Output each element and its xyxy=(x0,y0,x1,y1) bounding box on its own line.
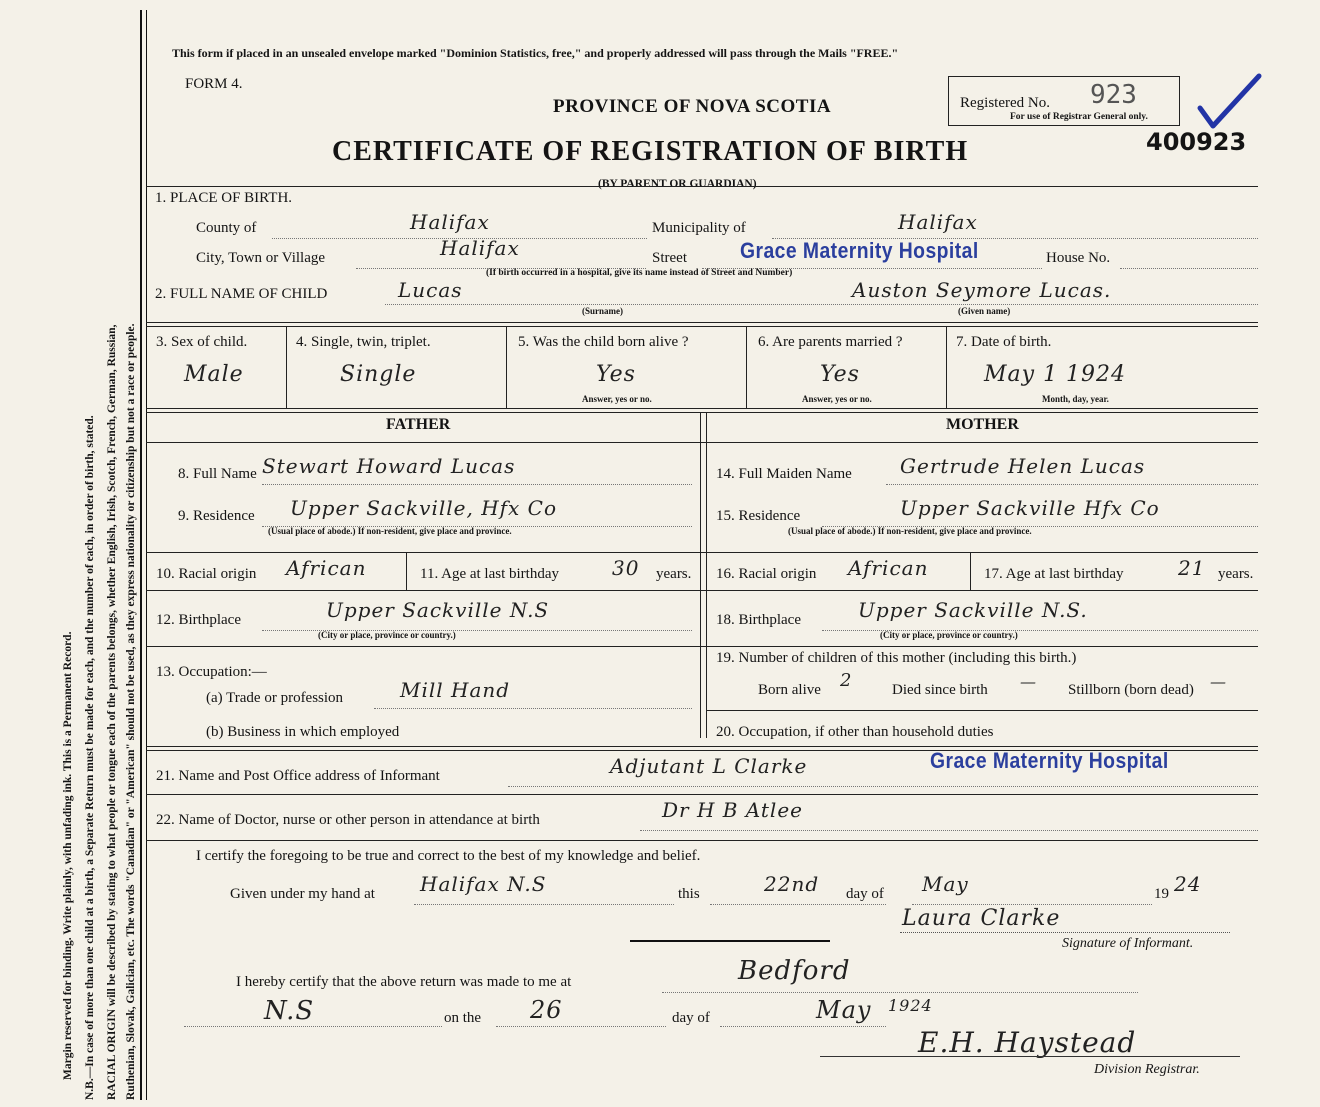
given-hint: (Given name) xyxy=(958,306,1011,316)
died-label: Died since birth xyxy=(892,682,988,698)
certificate-title: CERTIFICATE OF REGISTRATION OF BIRTH xyxy=(332,136,969,167)
province-title: PROVINCE OF NOVA SCOTIA xyxy=(553,96,832,117)
street-stamp: Grace Maternity Hospital xyxy=(740,238,979,263)
father-name-label: 8. Full Name xyxy=(178,466,257,482)
alive-value: Yes xyxy=(596,362,636,387)
child-surname: Lucas xyxy=(398,278,463,302)
registrar-year: 1924 xyxy=(888,996,933,1015)
margin-note: Margin reserved for binding. Write plainly, with unfading ink. This is a Permanent Record. xyxy=(62,631,74,1080)
registrar-signature: E.H. Haystead xyxy=(918,1026,1137,1059)
father-birthplace-label: 12. Birthplace xyxy=(156,612,241,628)
mail-notice: This form if placed in an unsealed envelope marked "Dominion Statistics, free," and properly addressed will pass through the Mails "FREE." xyxy=(172,46,899,60)
registrar-label: Division Registrar. xyxy=(1094,1062,1200,1077)
mother-years: years. xyxy=(1218,566,1254,582)
form-label: FORM 4. xyxy=(185,76,243,92)
hospital-note: (If birth occurred in a hospital, give its name instead of Street and Number) xyxy=(486,268,793,278)
mother-residence-hint: (Usual place of abode.) If non-resident, give place and province. xyxy=(788,526,1032,536)
certify-statement: I certify the foregoing to be true and correct to the best of my knowledge and belief. xyxy=(196,848,701,864)
given-day: 22nd xyxy=(764,872,820,896)
informant-signature: Laura Clarke xyxy=(902,906,1061,931)
county-value: Halifax xyxy=(410,210,490,234)
registered-number: 923 xyxy=(1090,80,1137,110)
registrar-place: Bedford xyxy=(738,956,851,986)
sex-value: Male xyxy=(184,362,244,387)
doctor-name: Dr H B Atlee xyxy=(662,798,804,822)
on-the-label: on the xyxy=(444,1010,482,1026)
born-alive-label: Born alive xyxy=(758,682,821,698)
city-label: City, Town or Village xyxy=(196,250,326,266)
county-label: County of xyxy=(196,220,257,236)
informant-address-stamp: Grace Maternity Hospital xyxy=(930,748,1169,773)
alive-hint: Answer, yes or no. xyxy=(582,394,652,404)
mother-residence: Upper Sackville Hfx Co xyxy=(900,496,1160,520)
surname-hint: (Surname) xyxy=(582,306,623,316)
married-hint: Answer, yes or no. xyxy=(802,394,872,404)
registrar-place-2: N.S xyxy=(264,996,315,1026)
given-label: Given under my hand at xyxy=(230,886,375,902)
year-suffix: 24 xyxy=(1174,872,1202,896)
registrar-month: May xyxy=(816,996,872,1024)
occupation-label: 13. Occupation:— xyxy=(156,664,267,680)
mother-age: 21 xyxy=(1178,556,1206,580)
father-race-label: 10. Racial origin xyxy=(156,566,257,582)
registrar-statement: I hereby certify that the above return was made to me at xyxy=(236,974,572,990)
plurality-label: 4. Single, twin, triplet. xyxy=(296,334,431,350)
dob-label: 7. Date of birth. xyxy=(956,334,1052,350)
married-value: Yes xyxy=(820,362,860,387)
mother-race: African xyxy=(848,556,929,580)
day-of-label: day of xyxy=(846,886,884,902)
father-residence-hint: (Usual place of abode.) If non-resident, give place and province. xyxy=(268,526,512,536)
stillborn-value: — xyxy=(1210,672,1227,691)
business-label: (b) Business in which employed xyxy=(206,724,400,740)
mother-birthplace-label: 18. Birthplace xyxy=(716,612,801,628)
child-given-names: Auston Seymore Lucas. xyxy=(852,278,1112,302)
racial-note-1: RACIAL ORIGIN will be described by stating to what people or tongue each of the parents belongs, whether English, Irish, Scotch, French, German, Russian, xyxy=(106,324,118,1100)
married-label: 6. Are parents married ? xyxy=(758,334,903,350)
informant-label: 21. Name and Post Office address of Informant xyxy=(156,768,440,784)
mother-residence-label: 15. Residence xyxy=(716,508,801,524)
mother-name-label: 14. Full Maiden Name xyxy=(716,466,852,482)
registrar-day-of: day of xyxy=(672,1010,710,1026)
file-number: 400923 xyxy=(1146,128,1247,156)
trade-label: (a) Trade or profession xyxy=(206,690,344,706)
father-name: Stewart Howard Lucas xyxy=(262,454,516,478)
dob-value: May 1 1924 xyxy=(984,362,1127,387)
father-age: 30 xyxy=(612,556,640,580)
year-prefix: 19 xyxy=(1154,886,1169,902)
plurality-value: Single xyxy=(340,362,417,387)
born-alive-value: 2 xyxy=(840,670,853,691)
dob-hint: Month, day, year. xyxy=(1042,394,1109,404)
children-label: 19. Number of children of this mother (including this birth.) xyxy=(716,650,1077,666)
registrar-day: 26 xyxy=(530,996,563,1024)
father-race: African xyxy=(286,556,367,580)
father-years: years. xyxy=(656,566,692,582)
informant-name: Adjutant L Clarke xyxy=(610,754,808,778)
racial-note-2: Ruthenian, Slovak, Galician, etc. The words "Canadian" or "American" should not be used, as they express nationality or citizenship but not a race or people. xyxy=(125,323,137,1100)
city-value: Halifax xyxy=(440,236,520,260)
father-residence-label: 9. Residence xyxy=(178,508,255,524)
father-age-label: 11. Age at last birthday xyxy=(420,566,559,582)
mother-age-label: 17. Age at last birthday xyxy=(984,566,1124,582)
signature-label: Signature of Informant. xyxy=(1062,936,1194,951)
mother-race-label: 16. Racial origin xyxy=(716,566,817,582)
child-name-label: 2. FULL NAME OF CHILD xyxy=(155,286,328,302)
stillborn-label: Stillborn (born dead) xyxy=(1068,682,1194,698)
registered-label: Registered No. xyxy=(960,95,1050,111)
mother-occupation-label: 20. Occupation, if other than household duties xyxy=(716,724,994,740)
mother-name: Gertrude Helen Lucas xyxy=(900,454,1146,478)
alive-label: 5. Was the child born alive ? xyxy=(518,334,689,350)
mother-birthplace-hint: (City or place, province or country.) xyxy=(880,630,1018,640)
registrar-note: For use of Registrar General only. xyxy=(1010,112,1148,122)
given-place: Halifax N.S xyxy=(420,872,547,896)
mother-birthplace: Upper Sackville N.S. xyxy=(858,598,1088,622)
died-value: — xyxy=(1020,672,1037,691)
father-birthplace-hint: (City or place, province or country.) xyxy=(318,630,456,640)
father-heading: FATHER xyxy=(386,416,451,433)
nb-note: N.B.—In case of more than one child at a birth, a Separate Return must be made for each, and the number of each, in order of birth, stated. xyxy=(84,415,96,1100)
check-mark-icon xyxy=(1195,70,1265,132)
doctor-label: 22. Name of Doctor, nurse or other person in attendance at birth xyxy=(156,812,540,828)
street-label: Street xyxy=(652,250,687,266)
municipality-label: Municipality of xyxy=(652,220,746,236)
mother-heading: MOTHER xyxy=(946,416,1019,433)
father-residence: Upper Sackville, Hfx Co xyxy=(290,496,558,520)
place-heading: 1. PLACE OF BIRTH. xyxy=(155,190,293,206)
municipality-value: Halifax xyxy=(898,210,978,234)
sex-label: 3. Sex of child. xyxy=(156,334,248,350)
trade-value: Mill Hand xyxy=(400,678,511,702)
father-birthplace: Upper Sackville N.S xyxy=(326,598,550,622)
given-month: May xyxy=(922,872,969,896)
this-label: this xyxy=(678,886,700,902)
certificate-subtitle: (BY PARENT OR GUARDIAN) xyxy=(598,178,757,190)
house-label: House No. xyxy=(1046,250,1111,266)
